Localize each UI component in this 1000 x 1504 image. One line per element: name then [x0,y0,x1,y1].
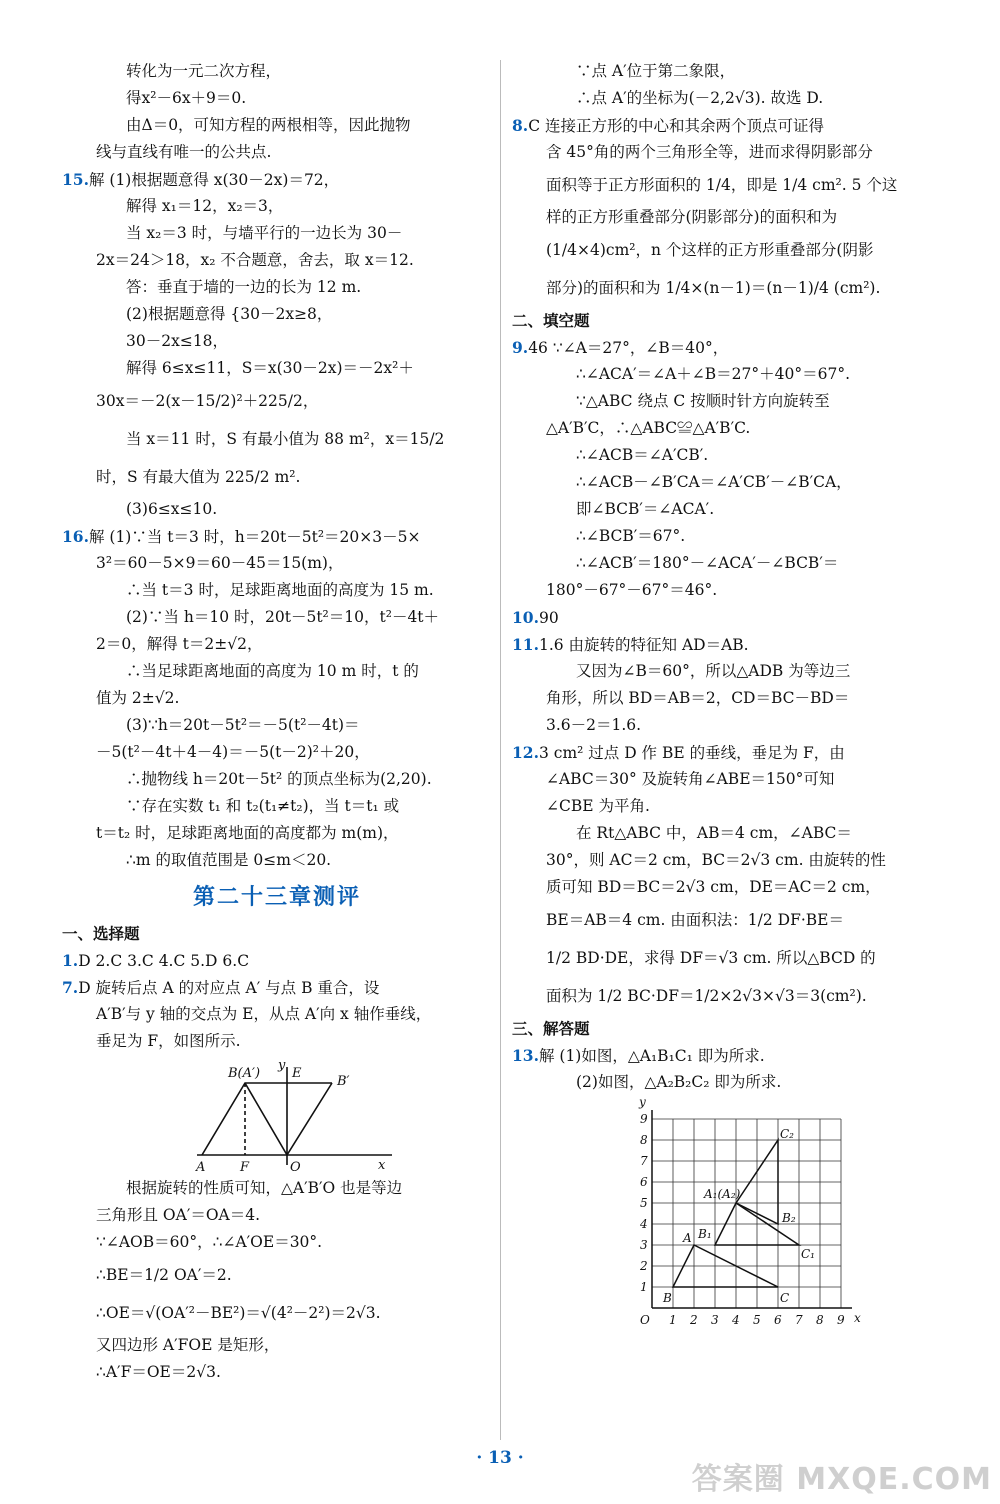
point-C: C [780,1291,790,1305]
label-O: O [290,1160,301,1175]
line-text: 角形，所以 BD＝AB＝2，CD＝BC－BD＝ [546,689,850,707]
line-text: 含 45°角的两个三角形全等，进而求得阴影部分 [546,143,873,161]
line-text: 90 [538,609,559,627]
text-line [512,977,942,1015]
question-number: 13. [512,1046,539,1065]
text-line [512,496,942,523]
question-number: 12. [512,743,539,762]
label-A: A [196,1160,206,1175]
text-line [512,712,942,739]
text-line [62,766,492,793]
line-text: 答：垂直于墙的一边的长为 12 m. [126,278,362,296]
question-number: 1. [62,951,79,970]
point-B2: B₂ [782,1211,796,1225]
line-text: 解得 6≤x≤11，S＝x(30－2x)＝－2x²＋ [126,359,414,377]
line-text: 解得 x₁＝12，x₂＝3， [126,197,284,215]
line-text: 二、填空题 [512,311,590,330]
y-tick-label: 6 [640,1175,648,1189]
text-line [62,658,492,685]
text-line [62,301,492,328]
text-line [62,1294,492,1332]
line-text: ∴抛物线 h＝20t－5t² 的顶点坐标为(2,20). [126,770,432,788]
text-line [62,58,492,85]
text-line [62,712,492,739]
text-line [62,166,492,193]
line-text: 30－2x≤18， [126,332,229,350]
text-line [62,820,492,847]
line-text: ∵点 A′位于第二象限， [576,62,736,80]
text-line [62,496,492,523]
line-text: ∴∠BCB′＝67°. [576,527,686,545]
point-B: B [663,1291,672,1305]
question-number: 15. [62,170,89,189]
line-text: 46 ∵∠A＝27°，∠B＝40°， [528,339,729,357]
text-line [512,874,942,901]
line-text: 解 (1)如图，△A₁B₁C₁ 即为所求. [538,1047,765,1065]
question-number: 10. [512,608,539,627]
x-tick-label: 7 [795,1313,803,1327]
line-text: ∵△ABC 绕点 C 按顺时针方向旋转至 [576,392,830,410]
line-text: D 2.C 3.C 4.C 5.D 6.C [78,952,250,970]
line-text: 一、选择题 [62,924,140,943]
line-text: ∴BE＝1/2 OA′＝2. [96,1266,232,1284]
line-text: 部分)的面积和为 1/4×(n－1)＝(n－1)/4 (cm²). [546,279,881,297]
line-text: (3)∵h＝20t－5t²＝－5(t²－4t)＝ [126,716,360,734]
text-line [62,458,492,496]
line-text: 又四边形 A′FOE 是矩形， [96,1336,280,1354]
text-line [62,1229,492,1256]
line-text: 解 (1)∵当 t＝3 时，h＝20t－5t²＝20×3－5× [88,528,421,546]
text-line [512,112,942,139]
question-number: 8. [512,116,529,135]
y-tick-label: 2 [640,1259,648,1273]
label-E: E [292,1066,302,1081]
line-text: ∠CBE 为平角. [546,797,650,815]
question-number: 11. [512,635,539,654]
text-line [62,1332,492,1359]
line-text: 2＝0，解得 t＝2±√2， [96,635,263,653]
line-text: ∴m 的取值范围是 0≤m＜20. [126,851,332,869]
left-column [62,58,492,1386]
text-line [512,139,942,166]
x-tick-label: 4 [732,1313,740,1327]
grid-origin-label: O [640,1313,650,1327]
line-text: ∴∠ACB＝∠A′CB′. [576,446,709,464]
text-line [512,793,942,820]
text-line [62,139,492,166]
line-text: 在 Rt△ABC 中，AB＝4 cm，∠ABC＝ [576,824,852,842]
line-text: 线与直线有唯一的公共点. [96,143,272,161]
x-tick-label: 3 [711,1313,719,1327]
point-C1: C₁ [801,1247,815,1261]
text-line [512,361,942,388]
text-line [62,685,492,712]
segment-A-B-Bprime [202,1083,332,1155]
text-line [62,1001,492,1028]
line-text: 当 x＝11 时，S 有最小值为 88 m²，x＝15/2 [126,430,445,448]
line-text: 1/2 BD·DE，求得 DF＝√3 cm. 所以△BCD 的 [546,949,876,967]
text-line [62,220,492,247]
line-text: BE＝AB＝4 cm. 由面积法：1/2 DF·BE＝ [546,911,844,929]
text-line [62,793,492,820]
point-A: A [683,1231,692,1245]
line-text: 3.6－2＝1.6. [546,716,642,734]
line-text: 转化为一元二次方程， [126,62,282,80]
line-text: 三、解答题 [512,1019,590,1038]
text-line [62,85,492,112]
line-text: ∴A′F＝OE＝2√3. [96,1363,221,1381]
point-A1-A2: A₁(A₂) [704,1187,741,1201]
x-tick-label: 6 [774,1313,782,1327]
text-line [512,1015,942,1042]
line-text: ∴∠ACA′＝∠A＋∠B＝27°＋40°＝67°. [576,365,851,383]
label-x: x [378,1158,386,1173]
x-tick-label: 1 [669,1313,677,1327]
text-line [62,920,492,947]
grid-x-label: x [854,1311,861,1325]
line-text: (3)6≤x≤10. [126,500,218,518]
line-text: 当 x₂＝3 时，与墙平行的一边长为 30－ [126,224,403,242]
question-number: 9. [512,338,529,357]
line-text: 由Δ＝0，可知方程的两根相等，因此抛物 [126,116,411,134]
text-line [512,658,942,685]
text-line [62,523,492,550]
page-number: · 13 · [476,1448,524,1468]
label-B-Aprime: B(A′) [228,1066,261,1081]
line-text: t＝t₂ 时，足球距离地面的高度都为 m(m)， [96,824,399,842]
triangle-sides [245,1083,332,1155]
text-line [512,58,942,85]
watermark: 答案圈 MXQE.COM [691,1462,992,1497]
text-line [62,1359,492,1386]
text-line [512,604,942,631]
text-line [62,974,492,1001]
text-line [512,766,942,793]
line-text: ∴OE＝√(OA′²－BE²)＝√(4²－2²)＝2√3. [96,1304,381,1322]
line-text: A′B′与 y 轴的交点为 E，从点 A′向 x 轴作垂线， [96,1005,432,1023]
text-line [62,631,492,658]
grid-y-label: y [639,1096,646,1109]
label-y: y [278,1058,286,1073]
line-text: －5(t²－4t＋4－4)＝－5(t－2)²＋20， [96,743,370,761]
line-text: (2)∵当 h＝10 时，20t－5t²＝10，t²－4t＋ [126,608,440,626]
line-text: D 旋转后点 A 的对应点 A′ 与点 B 重合，设 [78,979,380,997]
left-text-block-2 [62,920,492,1055]
point-C2: C₂ [780,1127,794,1141]
left-text-block [62,58,492,874]
text-line [512,166,942,204]
column-divider [500,60,501,1440]
line-text: 3 cm² 过点 D 作 BE 的垂线，垂足为 F，由 [538,744,845,762]
line-text: C 连接正方形的中心和其余两个顶点可证得 [528,117,824,135]
text-line [512,550,942,577]
line-text: 3²＝60－5×9＝60－45＝15(m)， [96,554,344,572]
text-line [512,415,942,442]
line-text: 垂足为 F，如图所示. [96,1032,241,1050]
line-text: ∵存在实数 t₁ 和 t₂(t₁≠t₂)，当 t＝t₁ 或 [126,797,400,815]
text-line [512,334,942,361]
line-text: 30°，则 AC＝2 cm，BC＝2√3 cm. 由旋转的性 [546,851,886,869]
text-line [62,739,492,766]
text-line [62,1175,492,1202]
text-line [62,550,492,577]
text-line [62,420,492,458]
label-F: F [240,1160,250,1175]
text-line [62,1202,492,1229]
text-line [62,577,492,604]
x-tick-label: 9 [837,1313,845,1327]
line-text: (2)如图，△A₂B₂C₂ 即为所求. [576,1073,782,1091]
line-text: 值为 2±√2. [96,689,180,707]
left-text-block-3 [62,1175,492,1386]
line-text: ∵∠AOB＝60°，∴∠A′OE＝30°. [96,1233,323,1251]
y-tick-label: 3 [640,1238,648,1252]
right-column [512,58,942,1332]
line-text: 样的正方形重叠部分(阴影部分)的面积和为 [546,208,838,226]
line-text: ∴∠ACB′＝180°－∠ACA′－∠BCB′＝ [576,554,839,572]
line-text: (1/4×4)cm²，n 个这样的正方形重叠部分(阴影 [546,241,874,259]
line-text: 30x＝－2(x－15/2)²＋225/2， [96,392,319,410]
y-tick-label: 4 [640,1217,648,1231]
text-line [62,328,492,355]
y-tick-label: 8 [640,1133,648,1147]
line-text: ∴∠ACB－∠B′CA＝∠A′CB′－∠B′CA， [576,473,852,491]
text-line [62,1028,492,1055]
text-line [62,847,492,874]
text-line [62,193,492,220]
text-line [512,388,942,415]
line-text: 2x＝24＞18，x₂ 不合题意，舍去，取 x＝12. [96,251,414,269]
line-text: 1.6 由旋转的特征知 AD＝AB. [538,636,749,654]
text-line [512,469,942,496]
line-text: ∴当足球距离地面的高度为 10 m 时，t 的 [126,662,419,680]
x-tick-label: 8 [816,1313,824,1327]
line-text: △A′B′C，∴△ABC≌△A′B′C. [546,419,751,437]
text-line [62,355,492,382]
line-text: ∴点 A′的坐标为(－2,2√3). 故选 D. [576,89,824,107]
text-line [512,577,942,604]
text-line [512,901,942,939]
line-text: (2)根据题意得 {30－2x≥8， [126,305,333,323]
text-line [512,269,942,307]
text-line [62,604,492,631]
text-line [512,231,942,269]
text-line [512,1069,942,1096]
question-number: 16. [62,527,89,546]
rotation-figure [62,1055,492,1175]
grid-figure [512,1096,942,1332]
text-line [512,631,942,658]
text-line [512,442,942,469]
text-line [62,247,492,274]
line-text: 根据旋转的性质可知，△A′B′O 也是等边 [126,1179,403,1197]
line-text: 时，S 有最大值为 225/2 m². [96,468,301,486]
chapter-title: 第二十三章测评 [192,884,361,910]
line-text: 即∠BCB′＝∠ACA′. [576,500,715,518]
text-line [62,947,492,974]
text-line [512,85,942,112]
text-line [62,112,492,139]
right-text-block [512,58,942,1096]
y-tick-label: 5 [640,1196,648,1210]
line-text: 180°－67°－67°＝46°. [546,581,718,599]
line-text: ∠ABC＝30° 及旋转角∠ABE＝150°可知 [546,770,835,788]
line-text: 又因为∠B＝60°，所以△ADB 为等边三 [576,662,851,680]
y-tick-label: 7 [640,1154,648,1168]
text-line [512,204,942,231]
text-line [512,685,942,712]
x-tick-label: 5 [753,1313,761,1327]
text-line [512,1042,942,1069]
y-tick-label: 9 [640,1112,648,1126]
text-line [512,307,942,334]
line-text: 面积为 1/2 BC·DF＝1/2×2√3×√3＝3(cm²). [546,987,867,1005]
text-line [512,939,942,977]
text-line [512,523,942,550]
question-number: 7. [62,978,79,997]
point-B1: B₁ [698,1227,712,1241]
text-line [512,820,942,847]
line-text: 三角形且 OA′＝OA＝4. [96,1206,261,1224]
label-Bprime: B′ [337,1074,350,1089]
y-tick-label: 1 [640,1280,648,1294]
text-line [512,847,942,874]
text-line [62,1256,492,1294]
line-text: ∴当 t＝3 时，足球距离地面的高度为 15 m. [126,581,434,599]
line-text: 得x²－6x＋9＝0. [126,89,247,107]
line-text: 质可知 BD＝BC＝2√3 cm，DE＝AC＝2 cm， [546,878,881,896]
line-text: 面积等于正方形面积的 1/4，即是 1/4 cm². 5 个这 [546,176,898,194]
text-line [512,739,942,766]
line-text: 解 (1)根据题意得 x(30－2x)＝72， [88,171,340,189]
x-tick-label: 2 [690,1313,698,1327]
text-line [62,274,492,301]
text-line [62,382,492,420]
